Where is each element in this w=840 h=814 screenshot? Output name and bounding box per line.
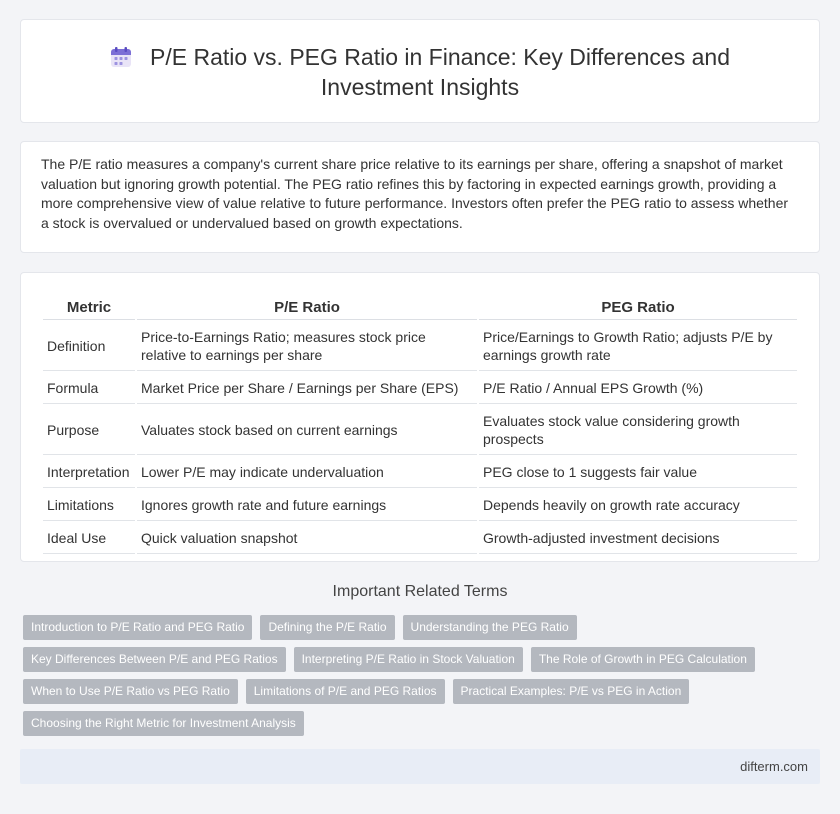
pe-cell: Quick valuation snapshot <box>137 523 477 554</box>
table-row <box>43 373 797 404</box>
peg-cell: P/E Ratio / Annual EPS Growth (%) <box>479 373 797 404</box>
related-terms-list <box>23 615 803 743</box>
page-title-line2: Investment Insights <box>320 74 520 100</box>
calendar-icon <box>110 46 132 68</box>
related-term-tag[interactable]: Choosing the Right Metric for Investment Analysis <box>23 711 304 736</box>
pe-cell: Valuates stock based on current earnings <box>137 406 477 455</box>
pe-cell: Ignores growth rate and future earnings <box>137 490 477 521</box>
column-header-peg: PEG Ratio <box>479 295 797 320</box>
table-header-row <box>43 295 797 320</box>
metric-cell: Definition <box>43 322 135 371</box>
related-term-tag[interactable]: Defining the P/E Ratio <box>260 615 394 640</box>
table-row <box>43 322 797 371</box>
page-title-line1: P/E Ratio vs. PEG Ratio in Finance: Key Differences and <box>150 44 730 70</box>
intro-card <box>20 141 820 253</box>
header-card <box>20 19 820 123</box>
table-row <box>43 457 797 488</box>
comparison-table <box>41 293 799 556</box>
peg-cell: Depends heavily on growth rate accuracy <box>479 490 797 521</box>
table-row <box>43 523 797 554</box>
footer <box>20 749 820 784</box>
metric-cell: Purpose <box>43 406 135 455</box>
metric-cell: Formula <box>43 373 135 404</box>
comparison-table-card <box>20 272 820 562</box>
related-term-tag[interactable]: Interpreting P/E Ratio in Stock Valuation <box>294 647 523 672</box>
column-header-pe: P/E Ratio <box>137 295 477 320</box>
related-term-tag[interactable]: Introduction to P/E Ratio and PEG Ratio <box>23 615 252 640</box>
intro-text: The P/E ratio measures a company's current share price relative to its earnings per share, offering a snapshot of market valuation but ignoring growth potential. The PEG ratio refines this by factoring in expected earnings growth, providing a more comprehensive view of value relative to future performance. Investors often prefer the PEG ratio to assess whether a stock is overvalued or undervalued based on growth expectations. <box>41 156 789 231</box>
pe-cell: Price-to-Earnings Ratio; measures stock price relative to earnings per share <box>137 322 477 371</box>
table-row <box>43 406 797 455</box>
metric-cell: Ideal Use <box>43 523 135 554</box>
peg-cell: Price/Earnings to Growth Ratio; adjusts P/E by earnings growth rate <box>479 322 797 371</box>
peg-cell: Growth-adjusted investment decisions <box>479 523 797 554</box>
related-term-tag[interactable]: The Role of Growth in PEG Calculation <box>531 647 755 672</box>
peg-cell: Evaluates stock value considering growth prospects <box>479 406 797 455</box>
metric-cell: Limitations <box>43 490 135 521</box>
related-term-tag[interactable]: Limitations of P/E and PEG Ratios <box>246 679 445 704</box>
footer-site-link[interactable]: difterm.com <box>740 759 808 774</box>
related-term-tag[interactable]: When to Use P/E Ratio vs PEG Ratio <box>23 679 238 704</box>
pe-cell: Market Price per Share / Earnings per Share (EPS) <box>137 373 477 404</box>
metric-cell: Interpretation <box>43 457 135 488</box>
peg-cell: PEG close to 1 suggests fair value <box>479 457 797 488</box>
related-term-tag[interactable]: Practical Examples: P/E vs PEG in Action <box>453 679 690 704</box>
column-header-metric: Metric <box>43 295 135 320</box>
related-term-tag[interactable]: Key Differences Between P/E and PEG Ratios <box>23 647 286 672</box>
pe-cell: Lower P/E may indicate undervaluation <box>137 457 477 488</box>
related-terms-title: Important Related Terms <box>332 583 508 600</box>
table-row <box>43 490 797 521</box>
related-term-tag[interactable]: Understanding the PEG Ratio <box>403 615 577 640</box>
page-title <box>21 42 819 102</box>
